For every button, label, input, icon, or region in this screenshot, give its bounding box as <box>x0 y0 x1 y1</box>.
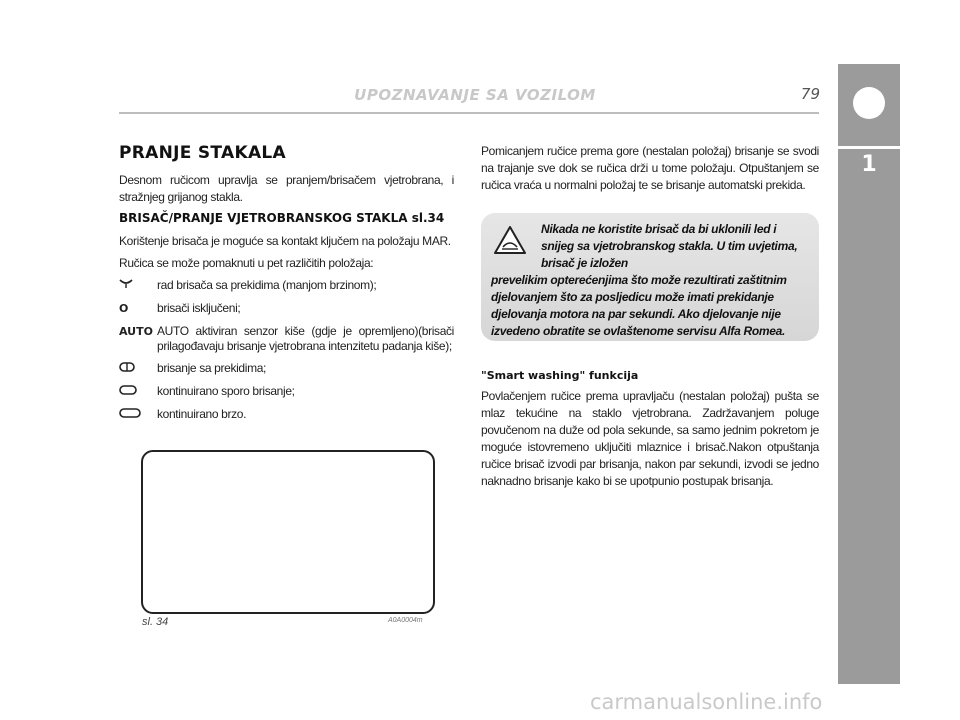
usage-paragraph: Korištenje brisača je moguće sa kontakt ključem na položaju MAR. <box>119 234 451 248</box>
warning-text <box>491 221 811 340</box>
smart-washing-body <box>481 388 819 495</box>
figure-code: A0A0004m <box>388 617 423 624</box>
page-number: 79 <box>800 85 820 103</box>
item-text: brisači isključeni; <box>157 301 241 315</box>
item-text: AUTO aktiviran senzor kiše (gdje je opremljeno)(brisači prilagođavaju brisanje vjetrobrana intenzitetu padanja kiše); <box>157 324 454 353</box>
auto-position-icon: AUTO <box>119 325 153 338</box>
left-column <box>119 143 454 429</box>
warning-box <box>481 213 819 341</box>
chapter-number: 1 <box>861 152 877 177</box>
intermittent-position-icon <box>119 360 157 377</box>
right-column <box>481 143 819 199</box>
figure-frame <box>141 450 435 614</box>
list-item <box>119 360 454 377</box>
list-item <box>119 277 454 294</box>
page-header-title: UPOZNAVANJE SA VOZILOM <box>354 86 596 104</box>
off-position-icon: O <box>119 302 129 315</box>
list-item <box>119 406 454 423</box>
chapter-circle-icon <box>853 87 885 119</box>
item-text: rad brisača sa prekidima (manjom brzinom); <box>157 278 377 292</box>
warning-text-first: Nikada ne koristite brisač da bi uklonili led i snijeg sa vjetrobranskog stakla. U tim uvjetima, brisač je izložen <box>541 222 798 270</box>
smart-washing-title: "Smart washing" funkcija <box>481 369 639 382</box>
item-text: kontinuirano sporo brisanje; <box>157 384 295 398</box>
list-item <box>119 383 454 400</box>
watermark: carmanualsonline.info <box>590 690 823 714</box>
slow-continuous-icon <box>119 383 157 400</box>
fast-continuous-icon <box>119 406 157 423</box>
figure-caption: sl. 34 <box>142 616 169 628</box>
warning-text-rest: prevelikim opterećenjima što može rezultirati zaštitnim djelovanjem što za posljedicu može imati prekidanje djelovanja motora na par sekundi. Ako djelovanje nije izvedeno obratite se ovlaštenome servisu Alfa Romea. <box>491 273 787 338</box>
list-item <box>119 300 454 317</box>
right-intro: Pomicanjem ručice prema gore (nestalan položaj) brisanje se svodi na trajanje sve dok se ručica drži u tome položaju. Otpuštanjem se ručica vraća u normalni položaj te se brisanje automatski prekida. <box>481 144 819 192</box>
positions-intro: Ručica se može pomaknuti u pet različitih položaja: <box>119 256 374 270</box>
side-tab-divider <box>838 146 900 149</box>
item-text: kontinuirano brzo. <box>157 407 247 421</box>
header-divider <box>119 112 819 114</box>
section-title: PRANJE STAKALA <box>119 143 286 163</box>
subsection-title: BRISAČ/PRANJE VJETROBRANSKOG STAKLA sl.34 <box>119 211 445 225</box>
list-item <box>119 323 454 354</box>
item-text: brisanje sa prekidima; <box>157 361 267 375</box>
section-intro: Desnom ručicom upravlja se pranjem/brisačem vjetrobrana, i stražnjeg grijanog stakla. <box>119 173 454 204</box>
smart-washing-paragraph: Povlačenjem ručice prema upravljaču (nestalan položaj) pušta se mlaz tekućine na staklo vjetrobrana. Zadržavanjem poluge povučenom na duže od pola sekunde, sa samo jednim pokretom je moguće istovremeno uključiti mlaznice i brisač.Nakon otpuštanja ručice brisač izvodi par brisanja, nakon par sekundi, izvodi se jedno naknadno brisanje kako bi se upotpunio postupak brisanja. <box>481 389 819 488</box>
intermittent-wiper-icon <box>119 277 157 294</box>
